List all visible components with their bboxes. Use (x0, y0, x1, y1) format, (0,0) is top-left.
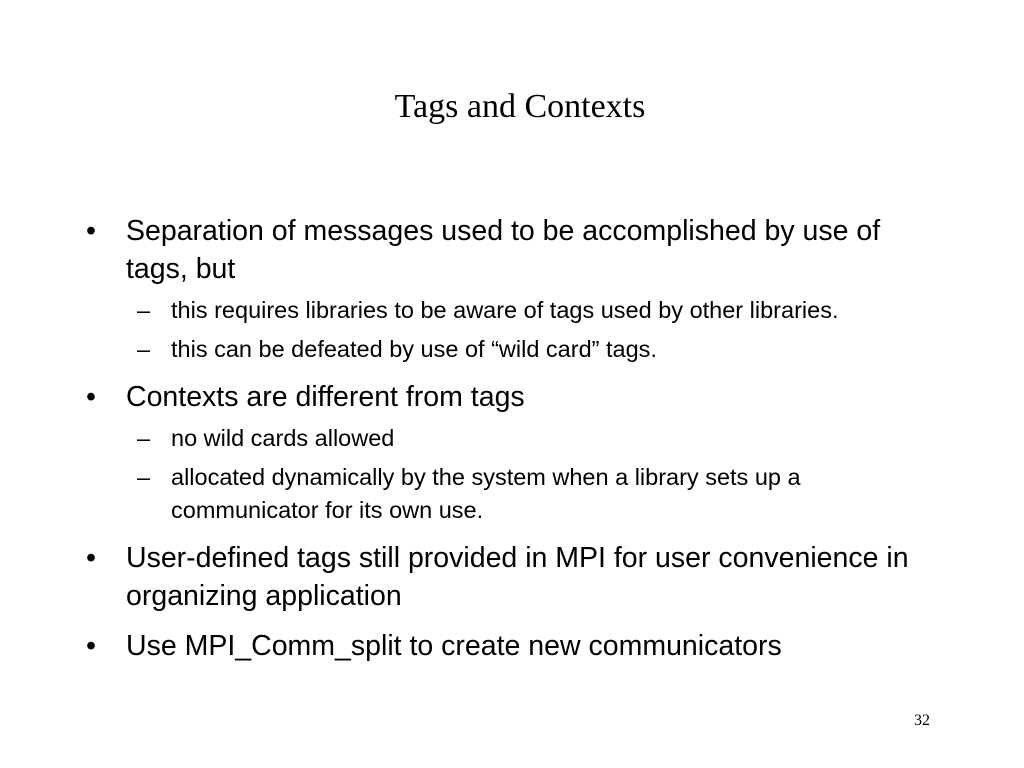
bullet-text: Use MPI_Comm_split to create new communicators (126, 630, 782, 662)
dash-icon: – (137, 464, 151, 490)
bullet-icon: • (86, 542, 96, 574)
bullet-item (84, 212, 944, 288)
dash-icon: – (137, 297, 151, 323)
bullet-text: Separation of messages used to be accomplished by use of tags, but (126, 215, 881, 285)
dash-icon: – (137, 336, 151, 362)
sub-bullet-text: this can be defeated by use of “wild card” tags. (171, 336, 657, 362)
bullet-icon: • (86, 215, 96, 247)
bullet-item (84, 627, 944, 665)
dash-icon: – (137, 425, 151, 451)
sub-bullet-item (137, 461, 944, 527)
bullet-item (84, 378, 944, 416)
slide-title: Tags and Contexts (394, 88, 646, 125)
sub-bullet-text: no wild cards allowed (171, 425, 395, 451)
sub-bullet-text: allocated dynamically by the system when a library sets up a communicator for its own use. (171, 464, 801, 523)
sub-bullet-text: this requires libraries to be aware of tags used by other libraries. (171, 297, 839, 323)
sub-bullet-item (137, 422, 944, 455)
bullet-icon: • (86, 381, 96, 413)
sub-bullet-item (137, 333, 944, 366)
bullet-item (84, 539, 944, 615)
sub-bullet-item (137, 294, 944, 327)
bullet-icon: • (86, 630, 96, 662)
bullet-text: User-defined tags still provided in MPI for user convenience in organizing application (126, 542, 909, 612)
bullet-text: Contexts are different from tags (126, 381, 525, 413)
page-number: 32 (914, 712, 930, 729)
bullet-list (84, 212, 944, 665)
